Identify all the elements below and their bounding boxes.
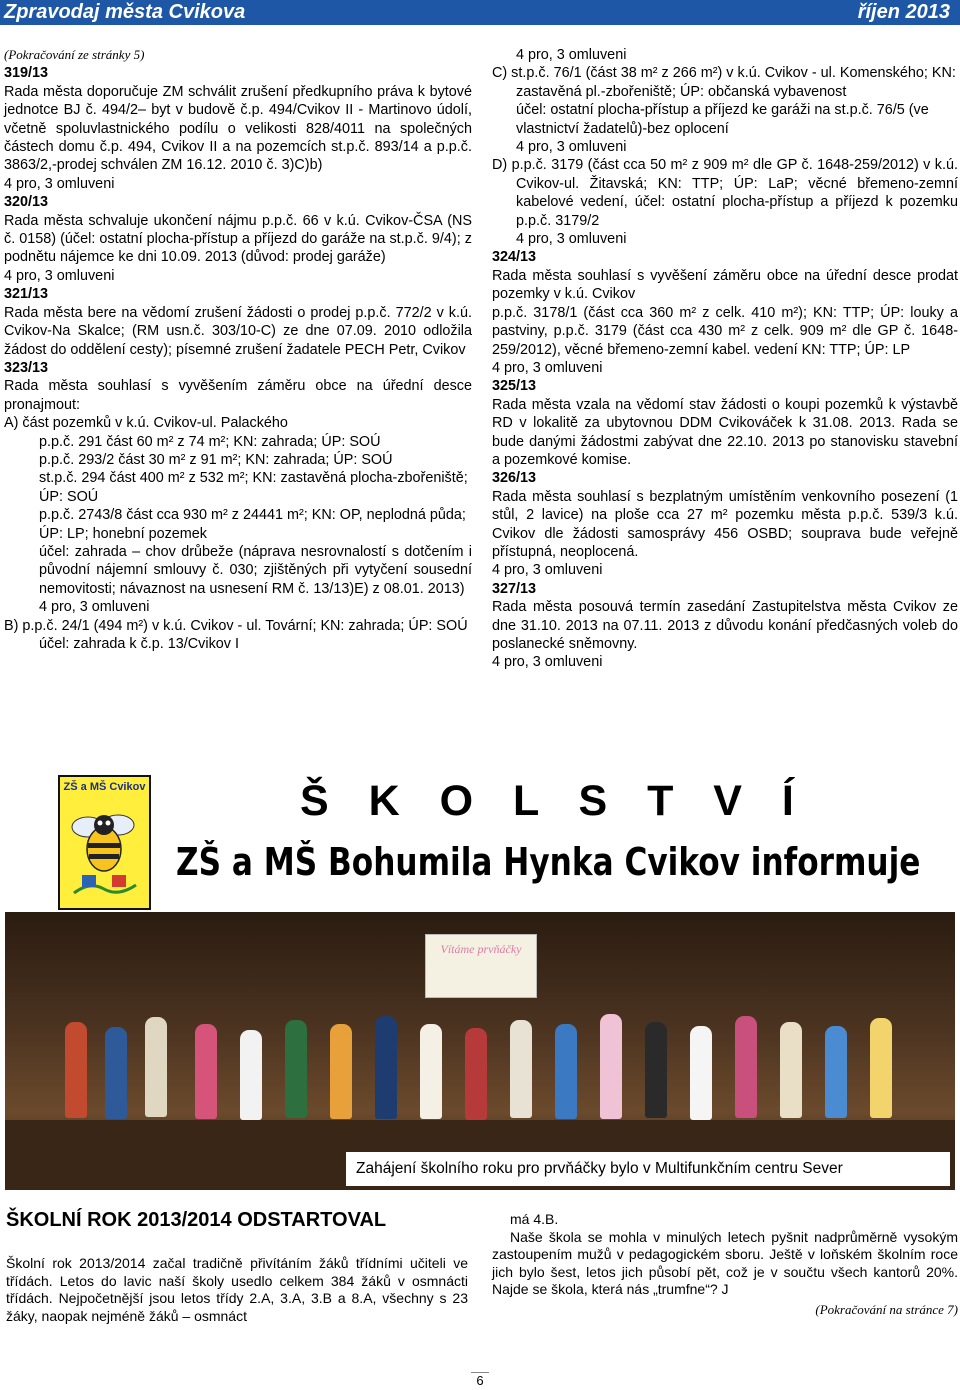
list-item: účel: ostatní plocha-přístup a příjezd ke garáži na st.p.č. 76/5 (ve vlastnictví žadatelů)-bez oplocení — [516, 102, 929, 137]
list-item: C) st.p.č. 76/1 (část 38 m² z 266 m²) v k.ú. Cvikov - ul. Komenského; KN: zastavěná pl.-zbořeniště; ÚP: občanská vybavenost — [492, 65, 956, 100]
vote-result: 4 pro, 3 omluveni — [4, 267, 115, 284]
child-figure — [510, 1020, 532, 1118]
article-left-column — [6, 1255, 468, 1325]
child-figure — [375, 1016, 397, 1119]
resolution-number: 326/13 — [492, 470, 537, 487]
page-number: 6 — [471, 1372, 489, 1388]
article-paragraph: Naše škola se mohla v minulých letech pyšnit nadprůměrně vysokým zastoupením mužů v pedagogickém sboru. Ještě v loňském školním roce jich bylo šest, letos jich působí pět, což je v součtu všech kantorů 20%. Najde se škola, která nás „trumfne“? J — [492, 1228, 958, 1298]
vote-result: 4 pro, 3 omluveni — [4, 175, 115, 192]
child-figure — [735, 1016, 757, 1118]
welcome-sign: Vítáme prvňáčky — [425, 934, 537, 998]
logo-text: ZŠ a MŠ Cvikov — [63, 781, 146, 793]
school-banner: ZŠ a MŠ Bohumila Hynka Cvikov informuje — [176, 840, 921, 884]
article-title: ŠKOLNÍ ROK 2013/2014 ODSTARTOVAL — [6, 1209, 387, 1231]
child-figure — [690, 1026, 712, 1120]
resolution-text: Rada města vzala na vědomí stav žádosti o koupi pozemků k výstavbě RD v lokalitě za ubytovnou DDM Cvikováček k 31.08. 2013. Rada se bude danými žádostmi zabývat dne 22.10. 2013 po stanovisku stavební a pozemkové komise. — [492, 396, 958, 468]
publication-title: Zpravodaj města Cvikova — [4, 1, 246, 23]
resolution-number: 324/13 — [492, 249, 537, 266]
child-figure — [555, 1024, 577, 1119]
child-figure — [65, 1022, 87, 1118]
vote-result: 4 pro, 3 omluveni — [492, 359, 603, 376]
resolution-number: 323/13 — [4, 359, 49, 376]
vote-result: 4 pro, 3 omluveni — [516, 231, 627, 248]
child-figure — [195, 1024, 217, 1119]
child-figure — [645, 1022, 667, 1118]
child-figure — [780, 1022, 802, 1118]
child-figure — [420, 1024, 442, 1119]
resolution-text: Rada města doporučuje ZM schválit zrušení předkupního práva k bytové jednotce BJ č. 494/2– byt v budově č.p. 494/Cvikov II - Martinovo údolí, včetně spoluvlastnického podílu o velikosti 828/4011 na společných částech domu č.p. 494, Cvikov II a na pozemcích st.p.č. 893/14 a p.p.č. 3863/2,-prodej schválen ZM 16.12. 2010 č. 3)C)b) — [4, 83, 472, 174]
list-item: st.p.č. 294 část 400 m² z 532 m²; KN: zastavěná plocha-zbořeniště; ÚP: SOÚ — [39, 470, 468, 505]
child-figure — [330, 1024, 352, 1119]
resolution-number: 325/13 — [492, 378, 537, 395]
resolution-text: Rada města schvaluje ukončení nájmu p.p.č. 66 v k.ú. Cvikov-ČSA (NS č. 0158) (účel: ostatní plocha-přístup a příjezd do garáže na st.p.č. 9/4); z podnětu nájemce ke dni 10.09. 2013 (důvod: prodej garáže) — [4, 212, 472, 266]
vote-result: 4 pro, 3 omluveni — [39, 599, 150, 616]
event-photo — [5, 912, 955, 1190]
list-item: p.p.č. 293/2 část 30 m² z 91 m²; KN: zahrada; ÚP: SOÚ — [39, 451, 393, 468]
article-paragraph: má 4.B. — [510, 1211, 559, 1227]
continued-note: (Pokračování ze stránky 5) — [4, 47, 145, 62]
list-item: B) p.p.č. 24/1 (494 m²) v k.ú. Cvikov - ul. Tovární; KN: zahrada; ÚP: SOÚ účel: zahrada k č.p. 13/Cvikov I — [4, 617, 468, 652]
right-column — [492, 46, 958, 672]
article-paragraph: Školní rok 2013/2014 začal tradičně přivítáním žáků třídními učiteli ve třídách. Letos do lavic naší školy usedlo celkem 384 žáků v osmnácti třídách. Nejpočetnější jsou letos třídy 2.A, 3.A, 3.B a 8.A, všechny s 23 žáky, naopak nejméně žáků – osmnáct — [6, 1255, 468, 1324]
vote-result: 4 pro, 3 omluveni — [492, 562, 603, 579]
child-figure — [145, 1017, 167, 1117]
list-item: p.p.č. 2743/8 část cca 930 m² z 24441 m²; KN: OP, neplodná půda; ÚP: LP; honební pozemek — [39, 507, 466, 542]
resolution-number: 321/13 — [4, 286, 49, 303]
issue-date: říjen 2013 — [857, 1, 950, 23]
page-header — [0, 0, 960, 25]
child-figure — [465, 1028, 487, 1120]
child-figure — [240, 1030, 262, 1120]
resolution-text: p.p.č. 3178/1 (část cca 360 m² z celk. 410 m²); KN: TTP; ÚP: louky a pastviny, p.p.č. 3179 (část cca 430 m² z celk. 909 m² dle GP č. 1648-259/2012), věcné břemeno-zemní kabel. vedení KN: TTP; ÚP: LP — [492, 304, 958, 358]
article-right-column — [492, 1211, 958, 1319]
child-figure — [600, 1014, 622, 1119]
photo-caption: Zahájení školního roku pro prvňáčky bylo v Multifunkčním centru Sever — [346, 1152, 950, 1186]
list-item: účel: zahrada – chov drůbeže (náprava nesrovnalostí s dotčením i původní nájemní smlouvy č. 030; zjištěných při vytyčení sousední nemovitosti; návaznost na usnesení RM č. 13/13)E) z 08.01. 2013) — [39, 543, 472, 597]
child-figure — [870, 1018, 892, 1118]
resolution-text: Rada města posouvá termín zasedání Zastupitelstva města Cvikov ze dne 31.10. 2013 na 07.11. 2013 z důvodu konání předčasných voleb do poslanecké sněmovny. — [492, 599, 958, 652]
resolution-number: 327/13 — [492, 580, 537, 597]
list-item: A) část pozemků v k.ú. Cvikov-ul. Palackého — [4, 415, 288, 432]
resolution-text: Rada města souhlasí s vyvěšení záměru obce na úřední desce prodat pozemky v k.ú. Cvikov — [492, 267, 958, 303]
vote-result: 4 pro, 3 omluveni — [516, 139, 627, 156]
left-column — [4, 46, 472, 653]
resolution-text: Rada města souhlasí s bezplatným umístěním venkovního posezení (1 stůl, 2 lavice) na ploše cca 27 m² pozemku města p.p.č. 539/3 k.ú. Cvikov dle žádosti samosprávy 456 OSBD; souprava bude veřejně přístupná, neoplocená. — [492, 488, 958, 560]
section-heading: Š K O L S T V Í — [300, 777, 808, 825]
continued-note: (Pokračování na stránce 7) — [815, 1301, 958, 1317]
school-logo — [58, 775, 151, 910]
list-item: p.p.č. 291 část 60 m² z 74 m²; KN: zahrada; ÚP: SOÚ — [39, 433, 381, 450]
resolution-text: Rada města souhlasí s vyvěšením záměru obce na úřední desce pronajmout: — [4, 378, 472, 413]
vote-result: 4 pro, 3 omluveni — [516, 47, 627, 63]
child-figure — [825, 1026, 847, 1118]
vote-result: 4 pro, 3 omluveni — [492, 654, 603, 671]
resolution-text: Rada města bere na vědomí zrušení žádosti o prodej p.p.č. 772/2 v k.ú. Cvikov-Na Skalce; (RM usn.č. 303/10-C) ze dne 07.09. 2010 odložila žádost do oddělení cesty); písemné zrušení žadatele PECH Petr, Cvikov — [4, 304, 472, 358]
resolution-number: 319/13 — [4, 65, 49, 82]
bee-icon — [60, 797, 149, 907]
child-figure — [285, 1020, 307, 1118]
list-item: D) p.p.č. 3179 (část cca 50 m² z 909 m² dle GP č. 1648-259/2012) v k.ú. Cvikov-ul. Žitavská; KN: TTP; ÚP: LaP; věcné břemeno-zemní kabelové vedení, účel: ostatní plocha-přístup a příjezd k pozemku p.p.č. 3179/2 — [492, 157, 958, 229]
resolution-number: 320/13 — [4, 194, 49, 211]
child-figure — [105, 1027, 127, 1119]
